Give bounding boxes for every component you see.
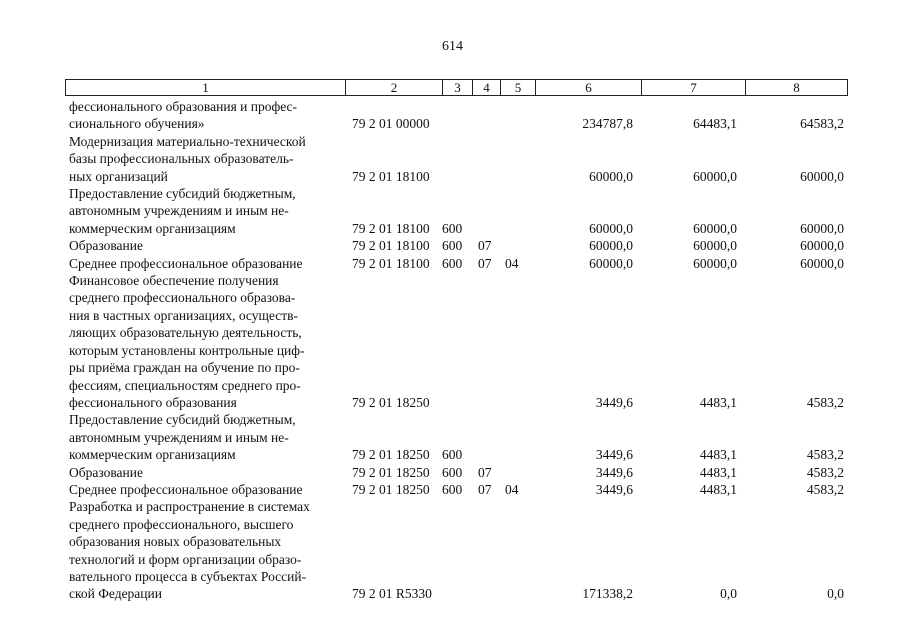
column-header-1: 1 [66, 80, 346, 96]
row-subsection: 04 [505, 481, 519, 497]
row-subsection: 04 [505, 255, 519, 271]
row-section [472, 411, 500, 463]
row-section [472, 272, 500, 411]
row-amount-col8: 60000,0 [800, 168, 844, 184]
row-target-code: 79 2 01 18100 [352, 220, 430, 236]
row-section [472, 98, 500, 133]
row-name-line: среднего профессионального, высшего [69, 516, 294, 532]
row-name-line: сионального обучения» [69, 116, 205, 132]
row-target-code: 79 2 01 R5330 [352, 586, 432, 602]
row-target-code: 79 2 01 18250 [352, 481, 430, 497]
row-amount-col7: 64483,1 [693, 116, 737, 132]
row-name [65, 272, 345, 411]
row-target-code: 79 2 01 18250 [352, 394, 430, 410]
row-amount-col6: 171338,2 [582, 586, 633, 602]
row-subsection [500, 98, 535, 133]
row-name-line: ляющих образовательную деятельность, [69, 325, 302, 341]
row-subsection [500, 185, 535, 237]
row-name-line: Образование [69, 464, 143, 480]
row-name [65, 133, 345, 185]
table-row [65, 464, 847, 481]
row-amount-col7: 0,0 [720, 586, 737, 602]
row-name-line: фессионального образования [69, 394, 237, 410]
row-name [65, 98, 345, 133]
table-row [65, 481, 847, 498]
table-row [65, 255, 847, 272]
row-amount-col7: 4483,1 [699, 464, 737, 480]
row-name-line: образования новых образовательных [69, 534, 282, 550]
row-amount-col6: 234787,8 [582, 116, 633, 132]
row-name [65, 237, 345, 254]
row-name-line: коммерческим организациям [69, 220, 236, 236]
row-section [472, 498, 500, 602]
column-header-8: 8 [746, 80, 848, 96]
row-name [65, 481, 345, 498]
row-amount-col8: 60000,0 [800, 255, 844, 271]
row-amount-col6: 60000,0 [589, 220, 633, 236]
row-target-code: 79 2 01 18250 [352, 447, 430, 463]
row-expense-type: 600 [442, 447, 463, 463]
row-name-line: ской Федерации [69, 586, 162, 602]
row-amount-col8: 60000,0 [800, 238, 844, 254]
row-section: 07 [478, 238, 492, 254]
column-header-4: 4 [473, 80, 501, 96]
row-amount-col6: 3449,6 [595, 464, 633, 480]
row-name-line: ных организаций [69, 168, 168, 184]
table-row [65, 411, 847, 463]
row-expense-type: 600 [442, 255, 463, 271]
row-amount-col8: 4583,2 [806, 394, 844, 410]
column-header-7: 7 [642, 80, 746, 96]
row-name-line: среднего профессионального образова- [69, 290, 296, 306]
row-name-line: автономным учреждениям и иным не- [69, 203, 289, 219]
row-expense-type [442, 498, 472, 602]
row-amount-col8: 0,0 [827, 586, 844, 602]
row-amount-col8: 4583,2 [806, 481, 844, 497]
row-name-line: коммерческим организациям [69, 447, 236, 463]
row-name-line: Среднее профессиональное образование [69, 255, 303, 271]
row-name-line: Среднее профессиональное образование [69, 481, 303, 497]
row-target-code: 79 2 01 18100 [352, 238, 430, 254]
row-name-line: которым установлены контрольные циф- [69, 342, 305, 358]
table-row [65, 272, 847, 411]
row-expense-type [442, 98, 472, 133]
row-name-line: фессиям, специальностям среднего про- [69, 377, 301, 393]
row-name-line: фессионального образования и профес- [69, 99, 298, 114]
row-name [65, 464, 345, 481]
row-name-line: ния в частных организациях, осуществ- [69, 307, 298, 323]
column-header-table [65, 79, 848, 96]
column-header-2: 2 [346, 80, 443, 96]
row-amount-col7: 4483,1 [699, 394, 737, 410]
row-subsection [500, 498, 535, 602]
row-amount-col7: 4483,1 [699, 481, 737, 497]
row-name [65, 185, 345, 237]
row-section: 07 [478, 464, 492, 480]
row-amount-col6: 60000,0 [589, 255, 633, 271]
row-target-code: 79 2 01 00000 [352, 116, 430, 132]
row-name [65, 411, 345, 463]
row-section [472, 185, 500, 237]
table-row [65, 237, 847, 254]
row-amount-col8: 64583,2 [800, 116, 844, 132]
row-name [65, 255, 345, 272]
budget-table [65, 98, 847, 603]
row-name-line: базы профессиональных образователь- [69, 151, 294, 167]
row-amount-col7: 60000,0 [693, 238, 737, 254]
row-amount-col6: 60000,0 [589, 168, 633, 184]
row-target-code: 79 2 01 18100 [352, 255, 430, 271]
column-header-5: 5 [501, 80, 536, 96]
row-name-line: вательного процесса в субъектах Россий- [69, 568, 307, 584]
row-subsection [500, 464, 535, 481]
row-name-line: ры приёма граждан на обучение по про- [69, 360, 300, 376]
row-section: 07 [478, 255, 492, 271]
row-expense-type: 600 [442, 238, 463, 254]
table-row [65, 498, 847, 602]
row-section [472, 133, 500, 185]
row-target-code: 79 2 01 18250 [352, 464, 430, 480]
row-name-line: Предоставление субсидий бюджетным, [69, 412, 296, 428]
table-row [65, 185, 847, 237]
row-expense-type [442, 133, 472, 185]
table-row [65, 98, 847, 133]
row-amount-col6: 3449,6 [595, 447, 633, 463]
row-amount-col7: 60000,0 [693, 168, 737, 184]
row-name-line: Предоставление субсидий бюджетным, [69, 186, 296, 202]
column-header-6: 6 [536, 80, 642, 96]
row-amount-col7: 60000,0 [693, 255, 737, 271]
row-section: 07 [478, 481, 492, 497]
row-amount-col7: 4483,1 [699, 447, 737, 463]
row-expense-type: 600 [442, 481, 463, 497]
row-amount-col7: 60000,0 [693, 220, 737, 236]
row-expense-type: 600 [442, 220, 463, 236]
row-amount-col6: 3449,6 [595, 394, 633, 410]
row-subsection [500, 411, 535, 463]
row-subsection [500, 237, 535, 254]
row-amount-col8: 60000,0 [800, 220, 844, 236]
row-name-line: Финансовое обеспечение получения [69, 273, 279, 289]
row-amount-col8: 4583,2 [806, 464, 844, 480]
table-row [65, 133, 847, 185]
row-expense-type [442, 272, 472, 411]
row-target-code: 79 2 01 18100 [352, 168, 430, 184]
row-name-line: Модернизация материально-технической [69, 133, 306, 149]
row-amount-col8: 4583,2 [806, 447, 844, 463]
row-name-line: технологий и форм организации образо- [69, 551, 302, 567]
row-name [65, 498, 345, 602]
row-amount-col6: 60000,0 [589, 238, 633, 254]
row-name-line: Образование [69, 238, 143, 254]
row-subsection [500, 272, 535, 411]
row-subsection [500, 133, 535, 185]
row-name-line: автономным учреждениям и иным не- [69, 429, 289, 445]
row-name-line: Разработка и распространение в системах [69, 499, 310, 515]
row-expense-type: 600 [442, 464, 463, 480]
page-number: 614 [442, 39, 463, 54]
column-header-3: 3 [443, 80, 473, 96]
column-header-row [66, 80, 848, 96]
row-amount-col6: 3449,6 [595, 481, 633, 497]
